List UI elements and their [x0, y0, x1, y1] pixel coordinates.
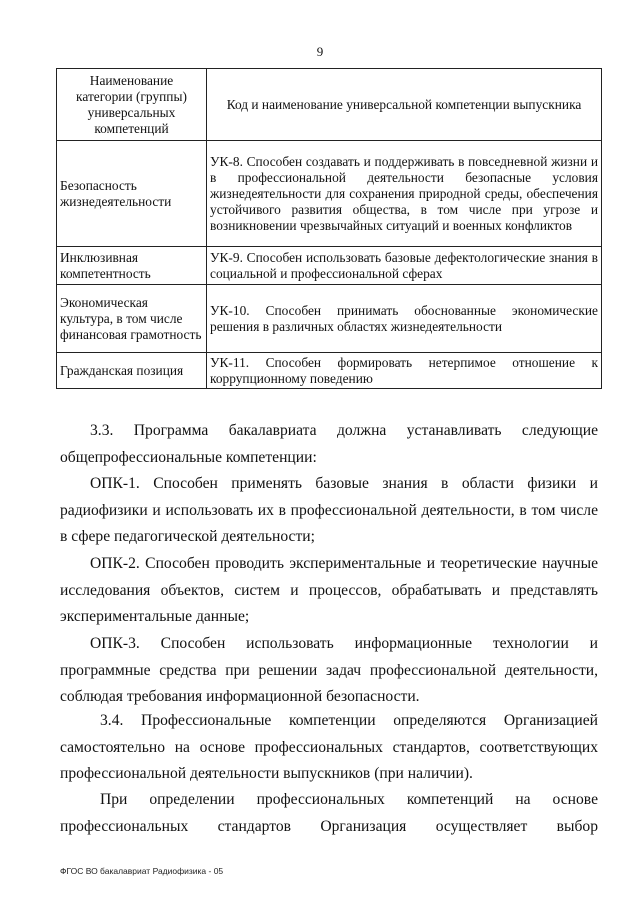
table-row — [57, 353, 602, 389]
row-category: Инклюзивная компетентность — [57, 247, 207, 285]
row-category: Безопасность жизнедеятельности — [57, 141, 207, 247]
paragraph-opk-1: ОПК-1. Способен применять базовые знания в области физики и радиофизики и использовать их в профессиональной деятельности, в том числе в сфере педагогической деятельности; — [60, 475, 598, 545]
row-competence: УК-10. Способен принимать обоснованные экономические решения в различных областях жизнедеятельности — [207, 285, 602, 353]
footer-label: ФГОС ВО бакалавриат Радиофизика - 05 — [60, 866, 224, 876]
paragraph-3-4: 3.4. Профессиональные компетенции определяются Организацией самостоятельно на основе профессиональных стандартов, соответствующих профессиональной деятельности выпускников (при наличии). — [60, 712, 598, 782]
table-row — [57, 141, 602, 247]
table-header-row — [57, 69, 602, 141]
paragraph-3-3: 3.3. Программа бакалавриата должна устанавливать следующие общепрофессиональные компетенции: — [60, 422, 598, 466]
row-competence: УК-8. Способен создавать и поддерживать в повседневной жизни и в профессиональной деятельности безопасные условия жизнедеятельности для сохранения природной среды, обеспечения устойчивого развития общества, в том числе при угрозе и возникновении чрезвычайных ситуаций и военных конфликтов — [207, 141, 602, 247]
table-row — [57, 247, 602, 285]
row-competence: УК-11. Способен формировать нетерпимое отношение к коррупционному поведению — [207, 353, 602, 389]
row-category: Экономическая культура, в том числе финансовая грамотность — [57, 285, 207, 353]
paragraph-opk-3: ОПК-3. Способен использовать информационные технологии и программные средства при решении задач профессиональной деятельности, соблюдая требования информационной безопасности. — [60, 635, 598, 705]
row-category: Гражданская позиция — [57, 353, 207, 389]
header-category: Наименование категории (группы) универсальных компетенций — [57, 69, 207, 141]
paragraph-opk-2: ОПК-2. Способен проводить экспериментальные и теоретические научные исследования объектов, систем и процессов, обрабатывать и представлять экспериментальные данные; — [60, 555, 598, 625]
competence-table — [56, 68, 602, 389]
paragraph-last: При определении профессиональных компетенций на основе профессиональных стандартов Организация осуществляет выбор — [60, 791, 598, 835]
header-competence: Код и наименование универсальной компетенции выпускника — [207, 69, 602, 141]
row-competence: УК-9. Способен использовать базовые дефектологические знания в социальной и профессиональной сферах — [207, 247, 602, 285]
table-row — [57, 285, 602, 353]
page-number: 9 — [316, 44, 324, 59]
